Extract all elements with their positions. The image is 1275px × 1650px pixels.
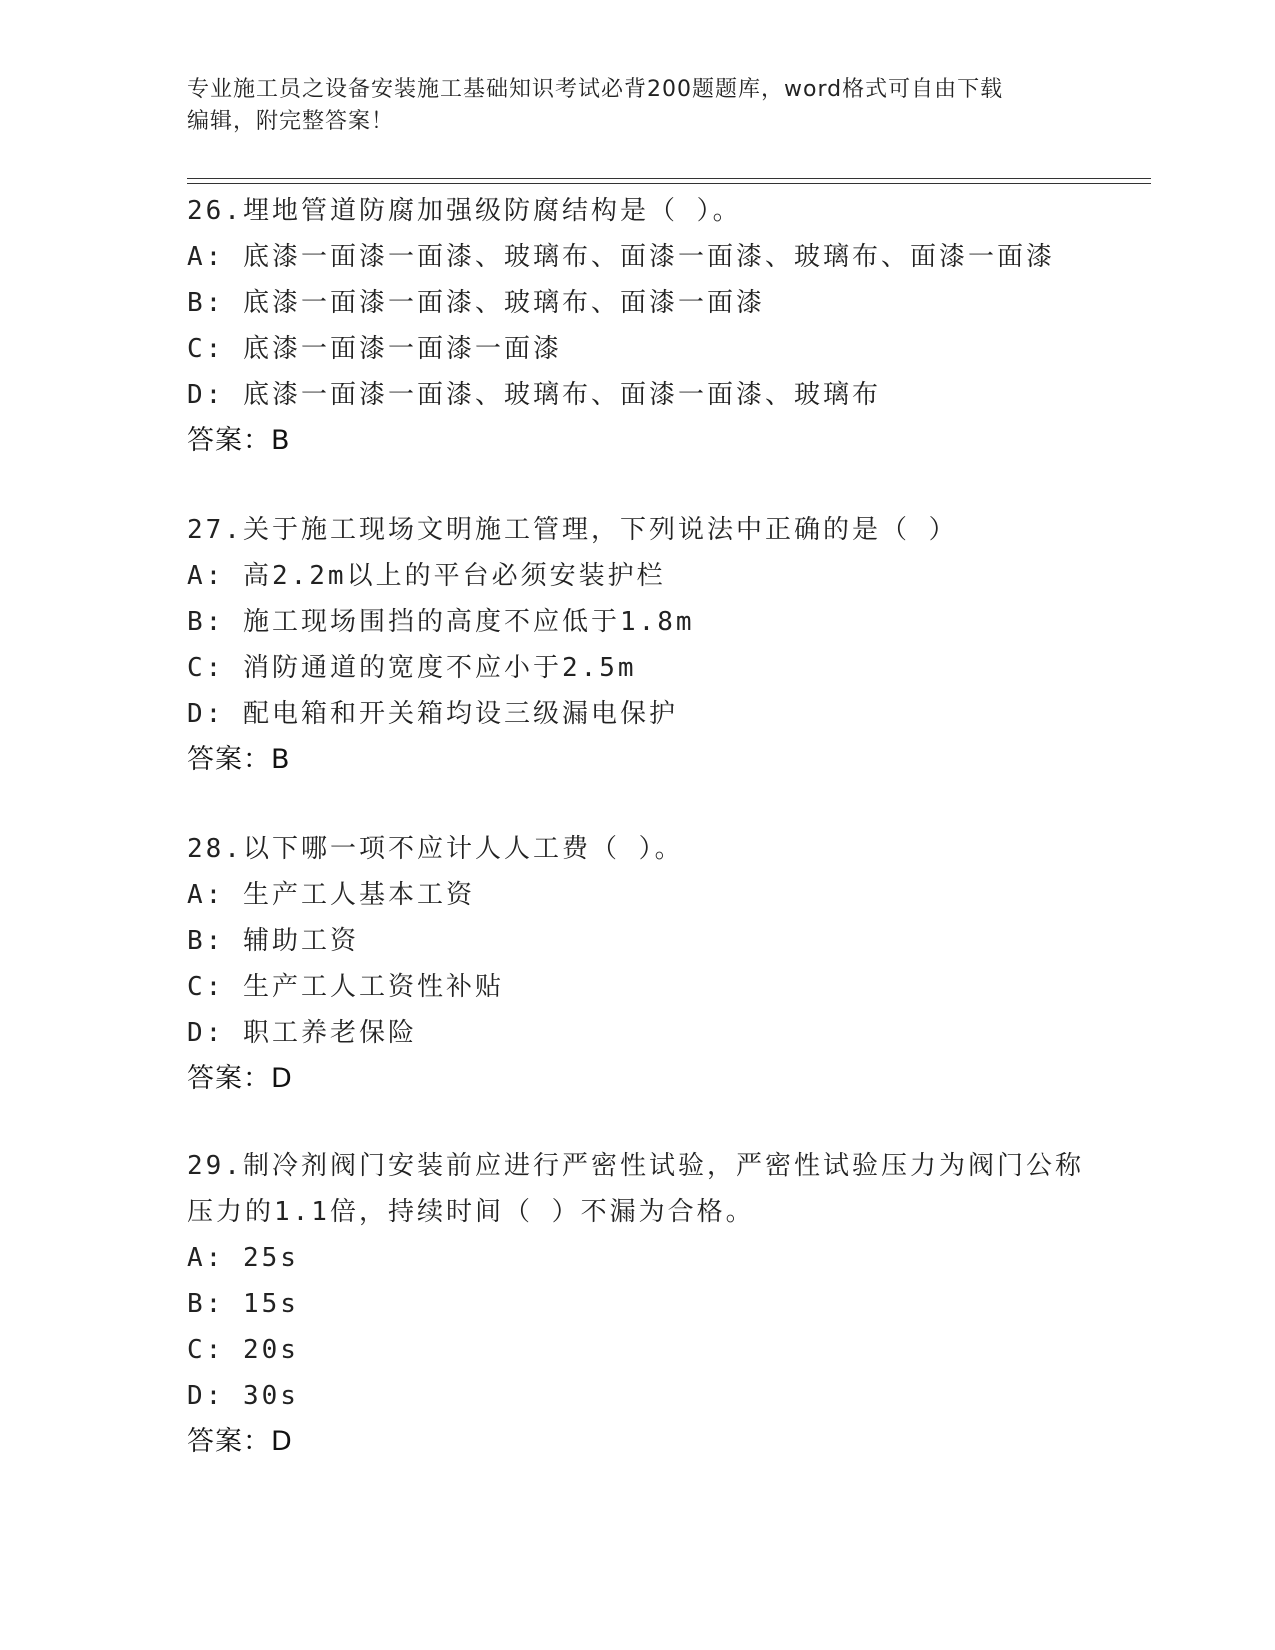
option-b: B: 施工现场围挡的高度不应低于1.8m	[187, 607, 695, 637]
option-d: D: 职工养老保险	[187, 1018, 417, 1048]
answer: 答案：D	[187, 1426, 293, 1457]
question-stem-line-2: 压力的1.1倍，持续时间（ ）不漏为合格。	[187, 1197, 755, 1227]
option-d: D: 30s	[187, 1381, 299, 1411]
option-a: A: 底漆一面漆一面漆、玻璃布、面漆一面漆、玻璃布、面漆一面漆	[187, 242, 1055, 272]
question-stem: 27.关于施工现场文明施工管理，下列说法中正确的是（ ）	[187, 515, 958, 545]
question-29	[187, 1143, 1087, 1465]
option-d: D: 配电箱和开关箱均设三级漏电保护	[187, 699, 678, 729]
answer: 答案：D	[187, 1063, 293, 1094]
question-27	[187, 507, 1087, 783]
answer: 答案：B	[187, 744, 291, 775]
header-title-line-2: 编辑，附完整答案！	[187, 109, 395, 134]
question-stem: 26.埋地管道防腐加强级防腐结构是（ ）。	[187, 196, 742, 226]
header-divider-bottom	[187, 183, 1151, 184]
option-a: A: 高2.2m以上的平台必须安装护栏	[187, 561, 666, 591]
option-c: C: 生产工人工资性补贴	[187, 972, 504, 1002]
question-28	[187, 826, 1087, 1102]
header-divider-top	[187, 178, 1151, 179]
answer: 答案：B	[187, 425, 291, 456]
document-header	[187, 74, 1067, 138]
question-stem-line-1: 29.制冷剂阀门安装前应进行严密性试验，严密性试验压力为阀门公称	[187, 1151, 1084, 1181]
option-a: A: 生产工人基本工资	[187, 880, 475, 910]
option-b: B: 底漆一面漆一面漆、玻璃布、面漆一面漆	[187, 288, 765, 318]
option-d: D: 底漆一面漆一面漆、玻璃布、面漆一面漆、玻璃布	[187, 380, 881, 410]
option-c: C: 消防通道的宽度不应小于2.5m	[187, 653, 637, 683]
question-stem: 28.以下哪一项不应计人人工费（ ）。	[187, 834, 684, 864]
header-title-line-1: 专业施工员之设备安装施工基础知识考试必背200题题库，word格式可自由下载	[187, 77, 1004, 102]
option-c: C: 20s	[187, 1335, 299, 1365]
option-a: A: 25s	[187, 1243, 299, 1273]
option-b: B: 辅助工资	[187, 926, 359, 956]
option-c: C: 底漆一面漆一面漆一面漆	[187, 334, 562, 364]
question-26	[187, 188, 1087, 464]
option-b: B: 15s	[187, 1289, 299, 1319]
